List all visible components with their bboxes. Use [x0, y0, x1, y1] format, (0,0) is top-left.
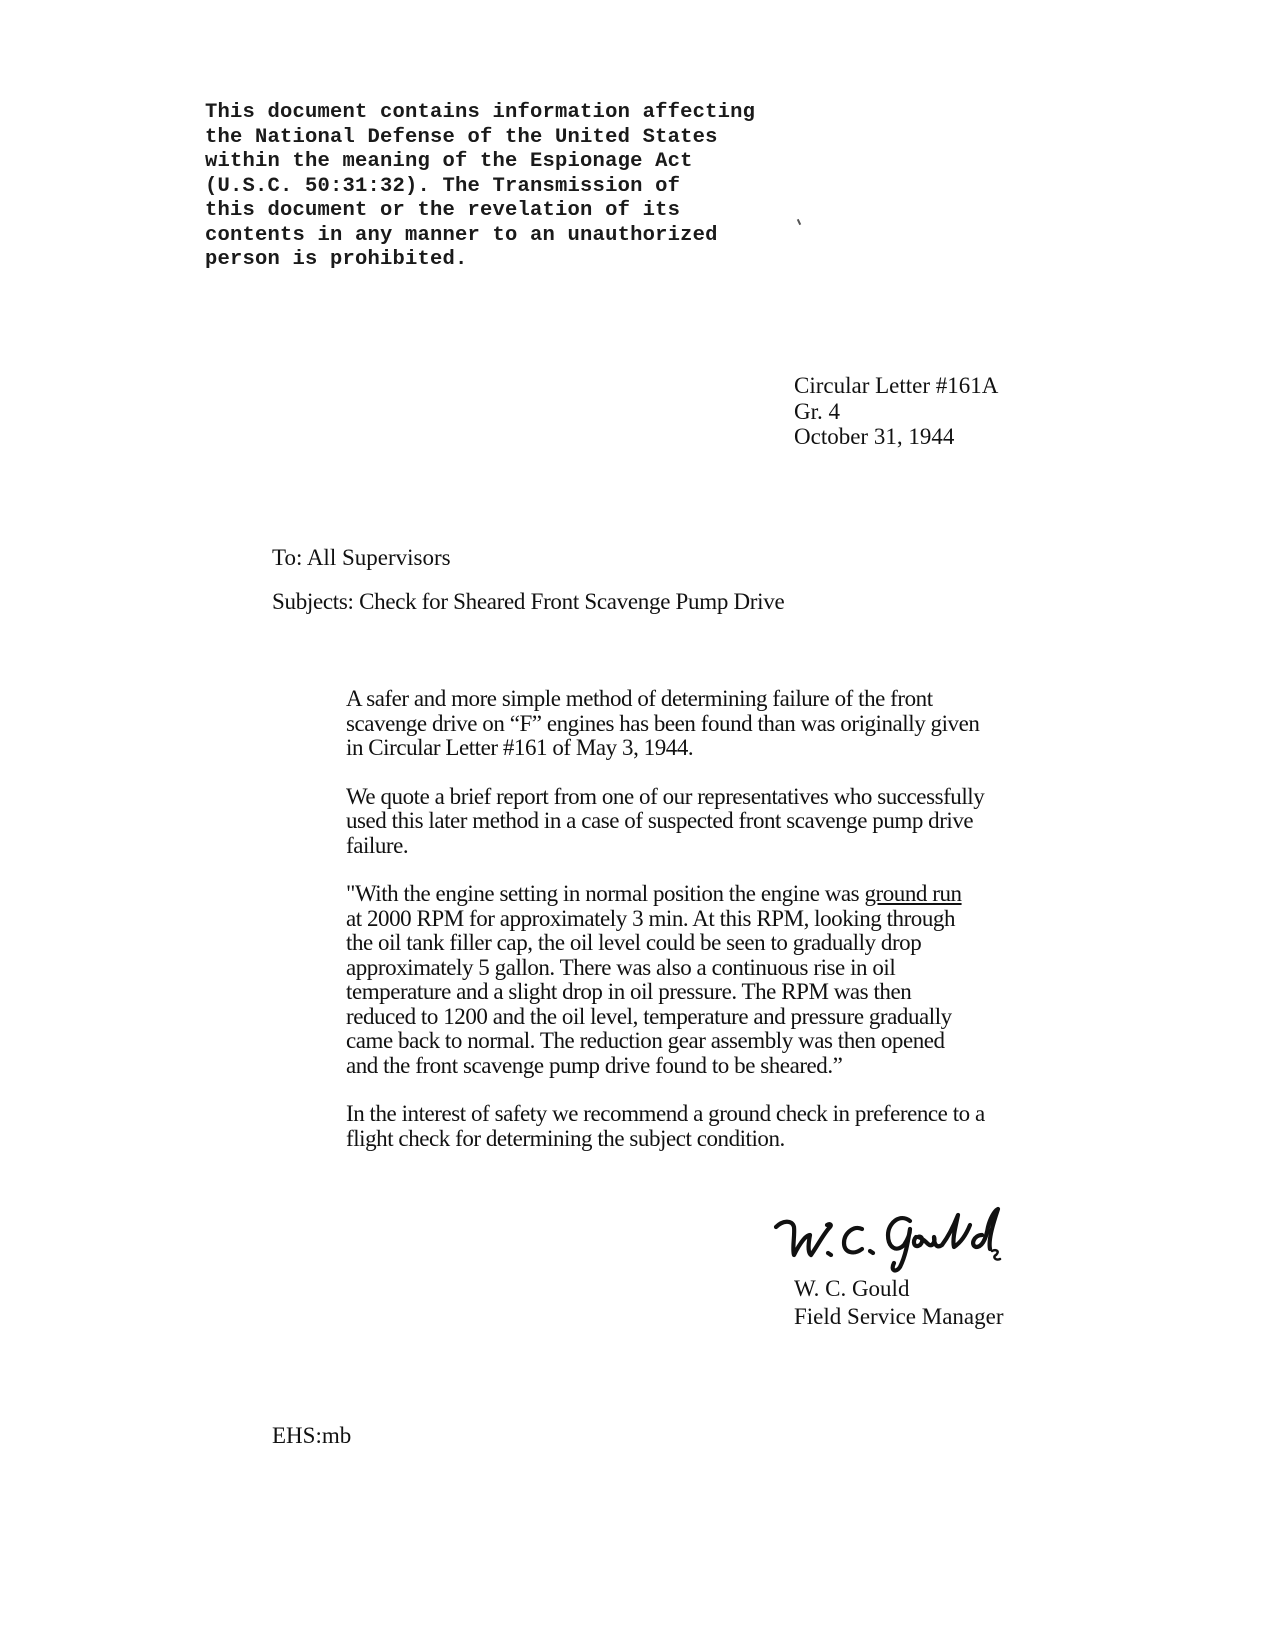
typist-initials: EHS:mb: [272, 1423, 352, 1448]
body-line: [346, 882, 1036, 907]
body-line: came back to normal. The reduction gear assembly was then opened: [346, 1028, 945, 1053]
body-line: We quote a brief report from one of our representatives who successfully: [346, 783, 985, 809]
body-line: and the front scavenge pump drive found to be sheared.”: [346, 1052, 843, 1078]
body-line: In the interest of safety we recommend a ground check in preference to a: [346, 1101, 985, 1126]
notice-line: the National Defense of the United States: [205, 125, 718, 149]
classified-notice: [205, 101, 765, 273]
signature-drawing: [770, 1205, 1030, 1275]
stray-ink-mark: [797, 219, 801, 225]
body-line: flight check for determining the subject condition.: [346, 1125, 785, 1151]
letter-date: October 31, 1944: [794, 424, 955, 449]
notice-line: This document contains information affecting: [205, 101, 756, 124]
recipient-line: To: All Supervisors: [272, 545, 451, 570]
handwritten-signature: [770, 1205, 1030, 1275]
letter-header: [794, 373, 998, 450]
body-paragraph-4: [346, 1102, 1036, 1151]
body-line: in Circular Letter #161 of May 3, 1944.: [346, 735, 694, 760]
circular-letter-number: Circular Letter #161A: [794, 373, 999, 398]
underlined-ground-run: ground run: [864, 881, 962, 906]
body-line: approximately 5 gallon. There was also a continuous rise in oil: [346, 954, 896, 980]
body-paragraph-1: [346, 687, 1036, 761]
notice-line: within the meaning of the Espionage Act: [205, 150, 693, 173]
notice-line: (U.S.C. 50:31:32). The Transmission of: [205, 174, 681, 198]
body-line: scavenge drive on “F” engines has been found than was originally given: [346, 710, 980, 736]
signer-title: Field Service Manager: [794, 1304, 1004, 1329]
body-line: at 2000 RPM for approximately 3 min. At this RPM, looking through: [346, 905, 956, 931]
body-paragraph-2: [346, 785, 1036, 859]
notice-line: person is prohibited.: [205, 248, 468, 271]
body-line: the oil tank filler cap, the oil level could be seen to gradually drop: [346, 930, 922, 955]
body-line: A safer and more simple method of determining failure of the front: [346, 686, 933, 711]
quote-opening-text: "With the engine setting in normal position the engine was: [346, 881, 865, 906]
signoff-block: [794, 1275, 1003, 1331]
body-paragraph-3-quote: [346, 882, 1036, 1078]
letter-body: [346, 687, 1036, 1175]
body-line: used this later method in a case of suspected front scavenge pump drive: [346, 808, 974, 833]
body-line: reduced to 1200 and the oil level, temperature and pressure gradually: [346, 1003, 952, 1029]
body-line: temperature and a slight drop in oil pressure. The RPM was then: [346, 979, 912, 1004]
body-line: failure.: [346, 832, 409, 858]
subject-line: Subjects: Check for Sheared Front Scavenge Pump Drive: [272, 589, 785, 614]
group-number: Gr. 4: [794, 398, 840, 424]
notice-line: this document or the revelation of its: [205, 199, 681, 222]
signer-name: W. C. Gould: [794, 1276, 910, 1301]
notice-line: contents in any manner to an unauthorized: [205, 223, 718, 247]
